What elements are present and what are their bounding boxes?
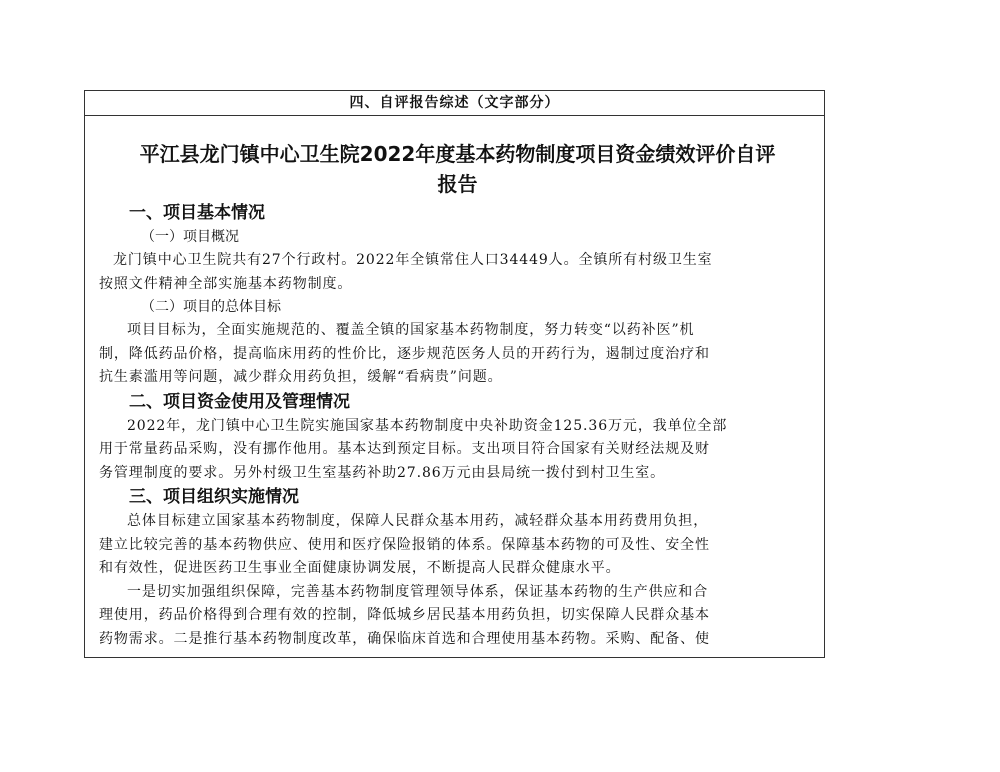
paragraph-line: 2022年，龙门镇中心卫生院实施国家基本药物制度中央补助资金125.36万元，我单位全部	[127, 417, 728, 434]
paragraph-line: 务管理制度的要求。另外村级卫生室基药补助27.86万元由县局统一拨付到村卫生室。	[99, 464, 666, 481]
section-header: 四、自评报告综述（文字部分）	[85, 91, 824, 116]
report-title-line1: 平江县龙门镇中心卫生院2022年度基本药物制度项目资金绩效评价自评	[139, 142, 776, 166]
subheading-project-overview: （一）项目概况	[141, 229, 239, 245]
paragraph-line: 建立比较完善的基本药物供应、使用和医疗保险报销的体系。保障基本药物的可及性、安全性	[99, 536, 710, 553]
report-content	[99, 139, 816, 651]
heading-project-basics: 一、项目基本情况	[129, 203, 265, 223]
paragraph-line: 总体目标建立国家基本药物制度，保障人民群众基本用药，减轻群众基本用药费用负担，	[127, 513, 709, 529]
paragraph-line: 按照文件精神全部实施基本药物制度。	[99, 275, 353, 292]
paragraph-line: 理使用，药品价格得到合理有效的控制，降低城乡居民基本用药负担，切实保障人民群众基本	[99, 607, 710, 623]
paragraph-line: 药物需求。二是推行基本药物制度改革，确保临床首选和合理使用基本药物。采购、配备、使	[99, 630, 710, 647]
heading-fund-usage: 二、项目资金使用及管理情况	[129, 391, 350, 412]
paragraph-line: 一是切实加强组织保障，完善基本药物制度管理领导体系，保证基本药物的生产供应和合	[127, 583, 709, 600]
report-frame	[84, 90, 825, 658]
heading-implementation: 三、项目组织实施情况	[129, 487, 299, 507]
report-title-line2: 报告	[437, 172, 478, 196]
paragraph-line: 项目目标为，全面实施规范的、覆盖全镇的国家基本药物制度，努力转变“以药补医”机	[127, 322, 695, 338]
paragraph-line: 和有效性，促进医药卫生事业全面健康协调发展，不断提高人民群众健康水平。	[99, 560, 621, 576]
paragraph-line: 抗生素滥用等问题，减少群众用药负担，缓解“看病贵”问题。	[99, 369, 503, 385]
paragraph-line: 制，降低药品价格，提高临床用药的性价比，逐步规范医务人员的开药行为，遏制过度治疗和	[99, 345, 710, 362]
paragraph-line: 龙门镇中心卫生院共有27个行政村。2022年全镇常住人口34449人。全镇所有村级卫生室	[113, 252, 713, 268]
subheading-overall-goal: （二）项目的总体目标	[141, 299, 281, 315]
paragraph-line: 用于常量药品采购，没有挪作他用。基本达到预定目标。支出项目符合国家有关财经法规及财	[99, 441, 710, 457]
